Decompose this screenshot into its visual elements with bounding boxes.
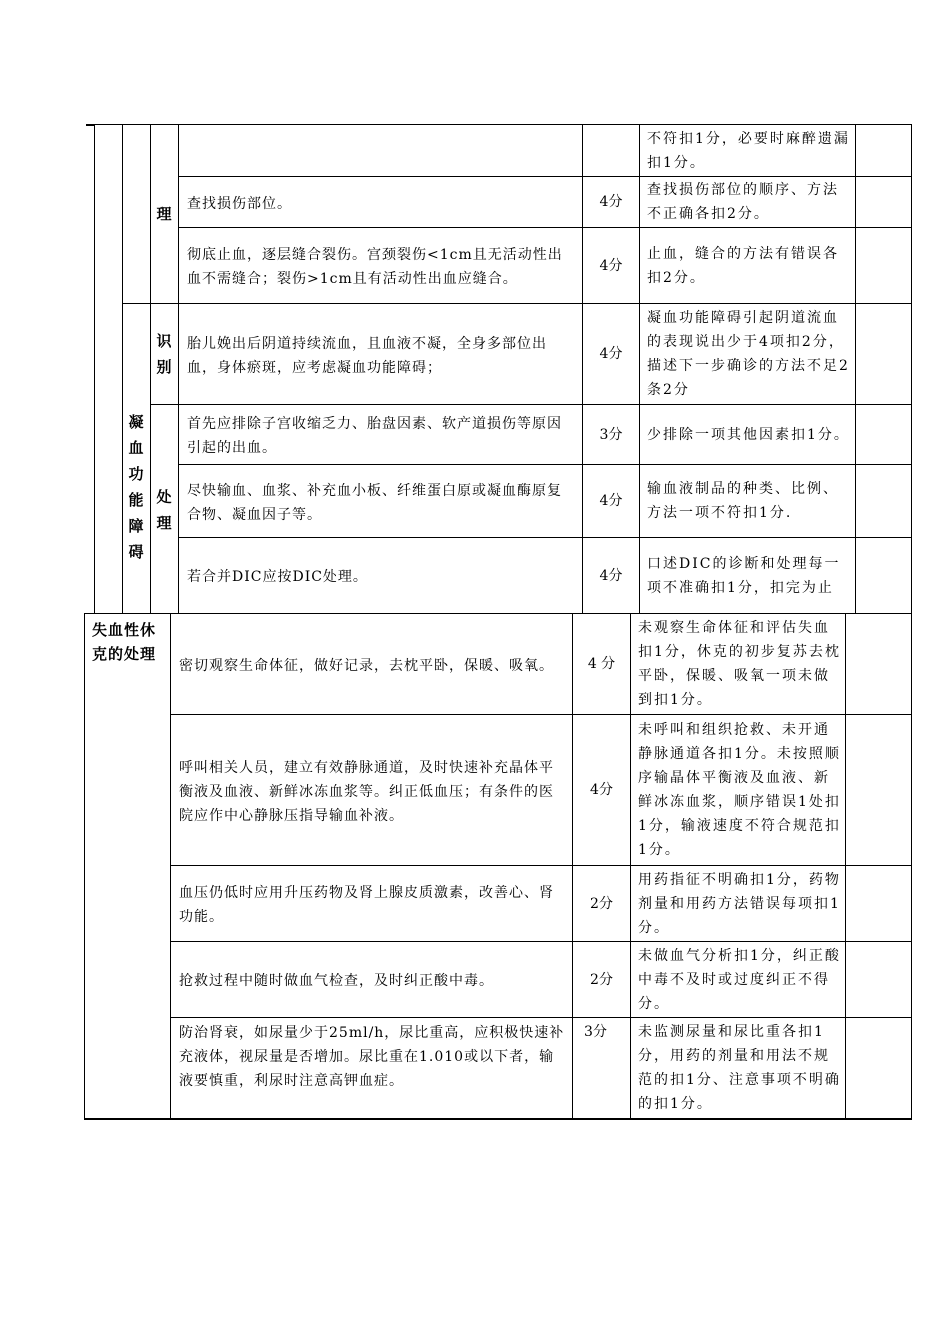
score-cell: 4分 — [590, 782, 613, 798]
score-cell: 4 分 — [587, 656, 616, 672]
content-cell: 彻底止血，逐层缝合裂伤。宫颈裂伤<1cm且无活动性出血不需缝合；裂伤>1cm且有活动性出血应缝合。 — [187, 247, 563, 287]
score-cell: 2分 — [590, 895, 613, 912]
coag-disorder-label: 凝血功能障碍 — [128, 413, 145, 561]
criterion-cell: 止血，缝合的方法有错误各扣2分。 — [647, 245, 839, 286]
score-cell: 2分 — [590, 971, 613, 988]
criterion-cell: 口述DIC的诊断和处理每一项不准确扣1分，扣完为止 — [647, 555, 841, 596]
content-cell — [179, 125, 582, 176]
criterion-cell: 未做血气分析扣1分，纠正酸中毒不及时或过度纠正不得分。 — [638, 947, 841, 1012]
content-cell: 尽快输血、血浆、补充血小板、纤维蛋白原或凝血酶原复合物、凝血因子等。 — [187, 482, 562, 523]
score-cell: 4分 — [599, 346, 623, 362]
score-cell: 4分 — [599, 567, 623, 584]
grid-line — [86, 124, 94, 126]
content-cell: 查找损伤部位。 — [187, 195, 292, 212]
score-cell: 4分 — [599, 257, 623, 274]
content-cell: 抢救过程中随时做血气检查，及时纠正酸中毒。 — [179, 973, 494, 989]
content-cell: 呼叫相关人员，建立有效静脉通道，及时快速补充晶体平衡液及血液、新鲜冰冻血浆等。纠正低血压；有条件的医院应作中心静脉压指导输血补液。 — [179, 759, 554, 824]
criterion-cell: 未呼叫和组织抢救、未开通静脉通道各扣1分。未按照顺序输晶体平衡液及血液、新鲜冰冻血浆，顺序错误1处扣1分，输液速度不符合规范扣1分。 — [638, 722, 841, 858]
content-cell: 首先应排除子宫收缩乏力、胎盘因素、软产道损伤等原因引起的出血。 — [187, 416, 562, 456]
score-cell: 3分 — [599, 426, 623, 443]
criterion-cell: 未观察生命体征和评估失血扣1分，休克的初步复苏去枕平卧，保暖、吸氧一项未做到扣1分。 — [638, 620, 841, 708]
content-cell: 防治肾衰，如尿量少于25ml/h，尿比重高，应积极快速补充液体，视尿量是否增加。尿比重在1.010或以下者，输液要慎重，利尿时注意高钾血症。 — [179, 1025, 565, 1089]
criterion-cell: 少排除一项其他因素扣1分。 — [647, 426, 850, 443]
criterion-cell: 输血液制品的种类、比例、方法一项不符扣1分. — [647, 481, 839, 521]
shock-section-label: 失血性休克的处理 — [92, 621, 157, 663]
sub-label-li: 理 — [156, 205, 173, 223]
content-cell: 密切观察生命体征，做好记录，去枕平卧，保暖、吸氧。 — [179, 657, 554, 674]
content-cell: 血压仍低时应用升压药物及肾上腺皮质激素，改善心、肾功能。 — [179, 885, 554, 925]
grid-line — [84, 1118, 912, 1120]
grid-line — [911, 613, 912, 1120]
content-cell: 胎儿娩出后阴道持续流血，且血液不凝，全身多部位出血，身体瘀斑，应考虑凝血功能障碍； — [187, 335, 547, 376]
criterion-cell: 用药指征不明确扣1分，药物剂量和用药方法错误每项扣1分。 — [638, 871, 841, 936]
score-cell: 4分 — [599, 194, 623, 210]
content-cell: 若合并DIC应按DIC处理。 — [187, 569, 368, 585]
criterion-cell: 不符扣1分，必要时麻醉遗漏扣1分。 — [647, 130, 850, 171]
grid-line — [911, 124, 912, 614]
criterion-cell: 查找损伤部位的顺序、方法不正确各扣2分。 — [647, 182, 839, 222]
criterion-cell: 未监测尿量和尿比重各扣1分，用药的剂量和用法不规范的扣1分、注意事项不明确的扣1分。 — [638, 1024, 841, 1112]
score-cell: 3分 — [584, 1024, 607, 1040]
grid-line — [94, 124, 95, 614]
identify-label: 识别 — [156, 332, 173, 376]
criterion-cell: 凝血功能障碍引起阴道流血的表现说出少于4项扣2分，描述下一步确诊的方法不足2条2分 — [647, 310, 850, 398]
score-cell: 4分 — [599, 493, 623, 509]
treat-label: 处理 — [156, 487, 173, 532]
grid-line — [855, 124, 856, 614]
grid-line — [845, 613, 846, 1120]
